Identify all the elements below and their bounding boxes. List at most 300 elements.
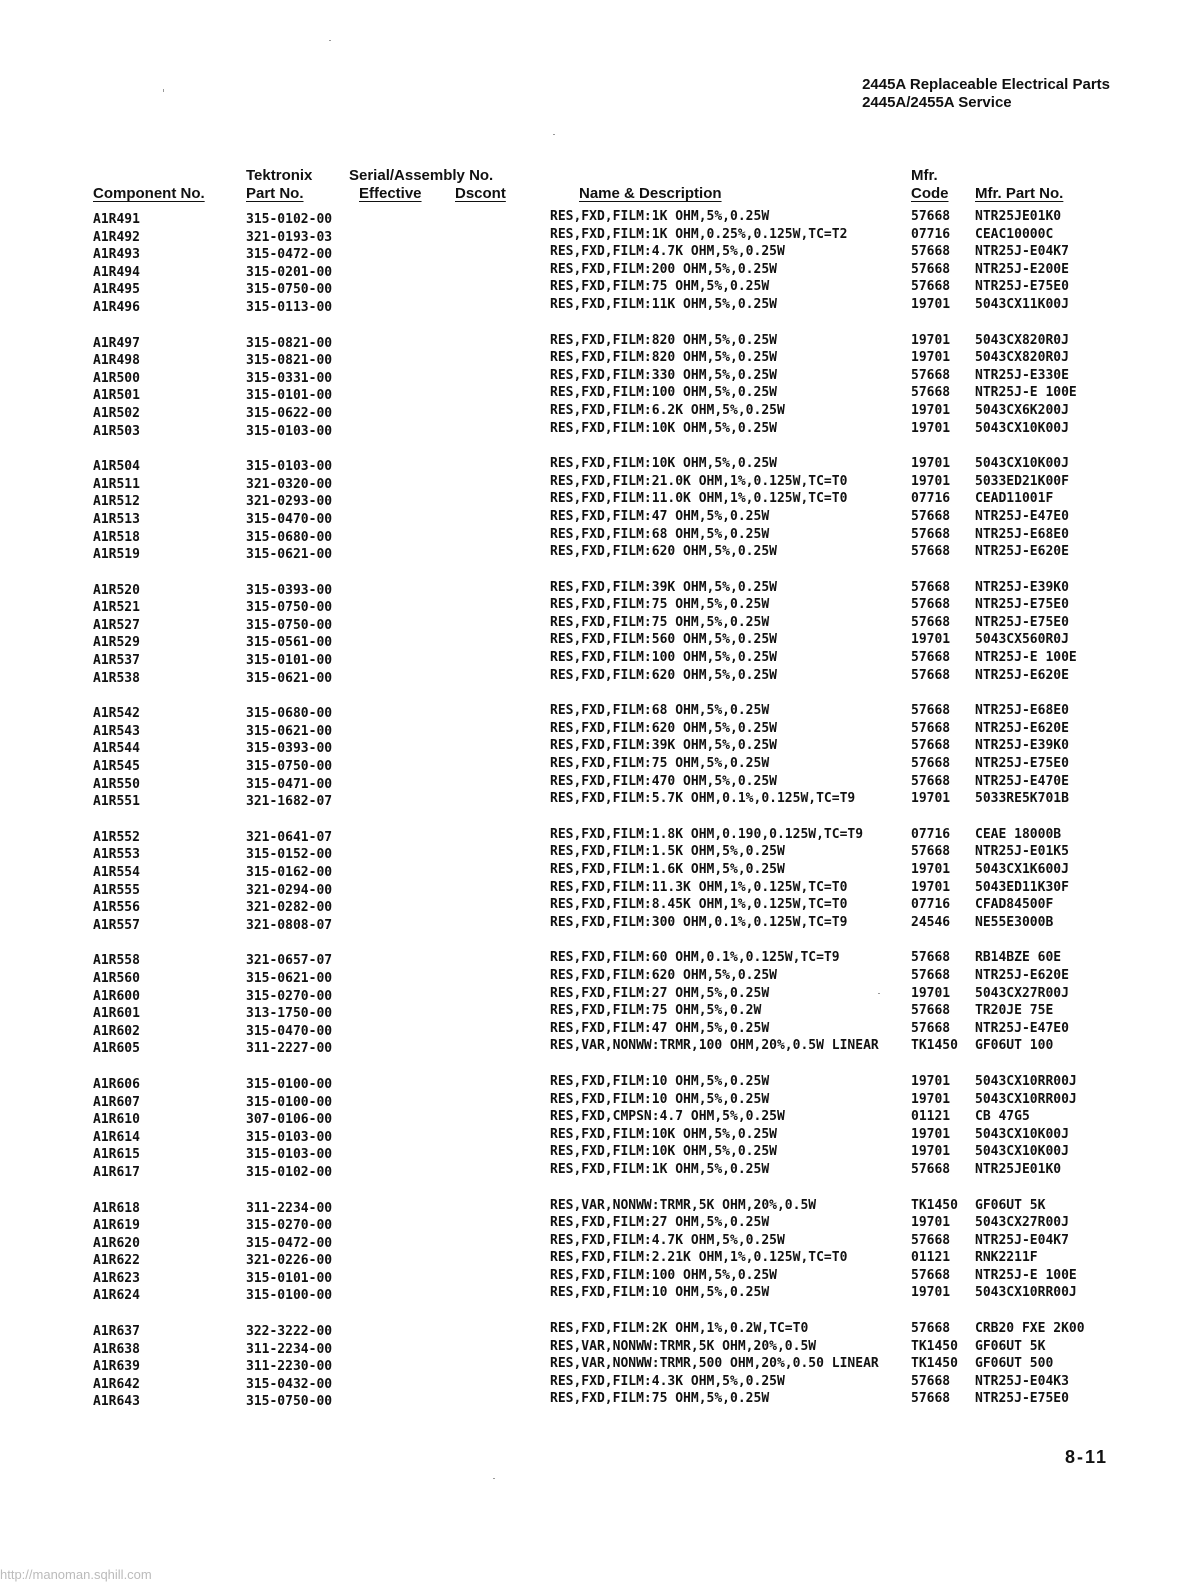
mfr-part-no: NTR25J-E75E0 xyxy=(975,614,1069,630)
col-mfr-top: Mfr. xyxy=(911,167,938,184)
name-description: RES,FXD,FILM:47 OHM,5%,0.25W xyxy=(550,508,770,524)
name-description: RES,FXD,FILM:11K OHM,5%,0.25W xyxy=(550,296,777,312)
mfr-part-no: CEAE 18000B xyxy=(975,826,1062,842)
name-description: RES,FXD,FILM:200 OHM,5%,0.25W xyxy=(550,261,777,277)
name-description: RES,FXD,FILM:2K OHM,1%,0.2W,TC=T0 xyxy=(550,1321,809,1337)
name-description: RES,VAR,NONWW:TRMR,5K OHM,20%,0.5W xyxy=(550,1197,817,1213)
mfr-part-no: NTR25J-E04K7 xyxy=(975,1232,1069,1248)
name-description: RES,FXD,FILM:620 OHM,5%,0.25W xyxy=(550,544,777,560)
tek-part-no: 321-0282-00 xyxy=(246,900,333,916)
table-row xyxy=(0,861,1200,879)
tek-part-no: 321-0657-07 xyxy=(246,953,333,969)
mfr-part-no: NTR25J-E75E0 xyxy=(975,597,1069,613)
name-description: RES,FXD,FILM:1K OHM,0.25%,0.125W,TC=T2 xyxy=(550,226,848,242)
name-description: RES,FXD,FILM:4.7K OHM,5%,0.25W xyxy=(550,1232,785,1248)
component-no: A1R520 xyxy=(93,582,140,598)
component-no: A1R502 xyxy=(93,405,140,421)
tek-part-no: 315-0821-00 xyxy=(246,353,333,369)
row-group xyxy=(0,1073,1200,1179)
mfr-code: 19701 xyxy=(911,1073,951,1089)
table-row xyxy=(0,1373,1200,1391)
mfr-part-no: GF06UT 5K xyxy=(975,1338,1046,1354)
mfr-part-no: NTR25J-E47E0 xyxy=(975,1020,1069,1036)
table-row xyxy=(0,790,1200,808)
table-row xyxy=(0,543,1200,561)
tek-part-no: 321-0294-00 xyxy=(246,882,333,898)
mfr-part-no: NTR25J-E470E xyxy=(975,773,1069,789)
tek-part-no: 321-0293-00 xyxy=(246,494,333,510)
mfr-part-no: TR20JE 75E xyxy=(975,1003,1054,1019)
scan-mark xyxy=(329,40,331,41)
mfr-code: 57668 xyxy=(911,579,951,595)
mfr-part-no: NTR25J-E04K7 xyxy=(975,244,1069,260)
mfr-code: 19701 xyxy=(911,402,951,418)
mfr-part-no: NTR25J-E620E xyxy=(975,544,1069,560)
mfr-code: 57668 xyxy=(911,1161,951,1177)
component-no: A1R496 xyxy=(93,299,140,315)
mfr-code: 57668 xyxy=(911,703,951,719)
name-description: RES,FXD,FILM:10 OHM,5%,0.25W xyxy=(550,1091,770,1107)
mfr-part-no: NTR25J-E68E0 xyxy=(975,703,1069,719)
component-no: A1R518 xyxy=(93,529,140,545)
tek-part-no: 315-0152-00 xyxy=(246,847,333,863)
mfr-part-no: NTR25J-E75E0 xyxy=(975,1391,1069,1407)
tek-part-no: 315-0821-00 xyxy=(246,335,333,351)
component-no: A1R624 xyxy=(93,1288,140,1304)
component-no: A1R614 xyxy=(93,1129,140,1145)
mfr-part-no: NTR25J-E620E xyxy=(975,720,1069,736)
tek-part-no: 315-0101-00 xyxy=(246,1270,333,1286)
mfr-code: 19701 xyxy=(911,420,951,436)
tek-part-no: 315-0750-00 xyxy=(246,617,333,633)
name-description: RES,FXD,FILM:39K OHM,5%,0.25W xyxy=(550,738,777,754)
page-number: 8-11 xyxy=(1064,1447,1108,1467)
name-description: RES,FXD,FILM:39K OHM,5%,0.25W xyxy=(550,579,777,595)
component-no: A1R638 xyxy=(93,1341,140,1357)
tek-part-no: 315-0680-00 xyxy=(246,706,333,722)
name-description: RES,FXD,FILM:470 OHM,5%,0.25W xyxy=(550,773,777,789)
mfr-code: 57668 xyxy=(911,614,951,630)
table-row xyxy=(0,243,1200,261)
table-row xyxy=(0,1355,1200,1373)
mfr-code: 01121 xyxy=(911,1109,951,1125)
component-no: A1R519 xyxy=(93,547,140,563)
component-no: A1R637 xyxy=(93,1324,140,1340)
name-description: RES,FXD,FILM:1.8K OHM,0.190,0.125W,TC=T9 xyxy=(550,826,864,842)
component-no: A1R544 xyxy=(93,741,140,757)
component-no: A1R615 xyxy=(93,1147,140,1163)
component-no: A1R529 xyxy=(93,635,140,651)
table-row xyxy=(0,843,1200,861)
mfr-code: 07716 xyxy=(911,226,951,242)
header-subtitle: 2445A/2455A Service xyxy=(862,94,1012,111)
name-description: RES,FXD,FILM:300 OHM,0.1%,0.125W,TC=T9 xyxy=(550,914,848,930)
table-row xyxy=(0,455,1200,473)
mfr-part-no: NTR25J-E01K5 xyxy=(975,844,1069,860)
table-row xyxy=(0,332,1200,350)
table-row xyxy=(0,420,1200,438)
tek-part-no: 315-0750-00 xyxy=(246,282,333,298)
mfr-part-no: NTR25JE01K0 xyxy=(975,209,1062,224)
mfr-part-no: NTR25J-E75E0 xyxy=(975,756,1069,772)
component-no: A1R553 xyxy=(93,847,140,863)
table-row xyxy=(0,1284,1200,1302)
mfr-code: 57668 xyxy=(911,544,951,560)
name-description: RES,VAR,NONWW:TRMR,100 OHM,20%,0.5W LINEAR xyxy=(550,1038,879,1054)
table-row xyxy=(0,1073,1200,1091)
name-description: RES,FXD,FILM:75 OHM,5%,0.25W xyxy=(550,756,770,772)
name-description: RES,FXD,FILM:4.7K OHM,5%,0.25W xyxy=(550,244,785,260)
tek-part-no: 315-0270-00 xyxy=(246,1218,333,1234)
table-row xyxy=(0,367,1200,385)
tek-part-no: 315-0470-00 xyxy=(246,1023,333,1039)
tek-part-no: 315-0103-00 xyxy=(246,1147,333,1163)
table-row xyxy=(0,1126,1200,1144)
table-row xyxy=(0,1002,1200,1020)
table-row xyxy=(0,1214,1200,1232)
tek-part-no: 321-0808-07 xyxy=(246,917,333,933)
mfr-code: 19701 xyxy=(911,350,951,366)
table-row xyxy=(0,226,1200,244)
name-description: RES,FXD,FILM:75 OHM,5%,0.2W xyxy=(550,1003,762,1019)
mfr-code: 57668 xyxy=(911,950,951,966)
col-dscont: Dscont xyxy=(455,185,506,202)
mfr-code: 19701 xyxy=(911,456,951,472)
mfr-part-no: CFAD84500F xyxy=(975,897,1054,913)
table-row xyxy=(0,755,1200,773)
tek-part-no: 321-1682-07 xyxy=(246,794,333,810)
tek-part-no: 315-0270-00 xyxy=(246,988,333,1004)
name-description: RES,FXD,FILM:27 OHM,5%,0.25W xyxy=(550,1215,770,1231)
col-mfr-part: Mfr. Part No. xyxy=(975,185,1064,202)
component-no: A1R623 xyxy=(93,1270,140,1286)
name-description: RES,FXD,FILM:4.3K OHM,5%,0.25W xyxy=(550,1373,785,1389)
table-row xyxy=(0,631,1200,649)
table-row xyxy=(0,490,1200,508)
table-row xyxy=(0,1108,1200,1126)
component-no: A1R642 xyxy=(93,1376,140,1392)
name-description: RES,FXD,FILM:330 OHM,5%,0.25W xyxy=(550,367,777,383)
name-description: RES,FXD,FILM:75 OHM,5%,0.25W xyxy=(550,279,770,295)
component-no: A1R504 xyxy=(93,459,140,475)
tek-part-no: 315-0102-00 xyxy=(246,212,333,227)
mfr-code: 57668 xyxy=(911,667,951,683)
component-no: A1R619 xyxy=(93,1218,140,1234)
tek-part-no: 315-0432-00 xyxy=(246,1376,333,1392)
name-description: RES,FXD,FILM:10K OHM,5%,0.25W xyxy=(550,420,777,436)
mfr-part-no: NTR25J-E39K0 xyxy=(975,579,1069,595)
mfr-part-no: NTR25J-E 100E xyxy=(975,385,1077,401)
tek-part-no: 315-0100-00 xyxy=(246,1076,333,1092)
mfr-part-no: NE55E3000B xyxy=(975,914,1054,930)
mfr-code: 19701 xyxy=(911,1215,951,1231)
mfr-code: TK1450 xyxy=(911,1197,958,1213)
mfr-part-no: 5043CX10K00J xyxy=(975,420,1069,436)
name-description: RES,FXD,FILM:21.0K OHM,1%,0.125W,TC=T0 xyxy=(550,473,848,489)
mfr-part-no: NTR25J-E 100E xyxy=(975,1267,1077,1283)
mfr-part-no: 5043CX27R00J xyxy=(975,985,1069,1001)
table-row xyxy=(0,1232,1200,1250)
component-no: A1R555 xyxy=(93,882,140,898)
component-no: A1R542 xyxy=(93,706,140,722)
tek-part-no: 315-0393-00 xyxy=(246,741,333,757)
tek-part-no: 315-0201-00 xyxy=(246,264,333,280)
mfr-part-no: CRB20 FXE 2K00 xyxy=(975,1321,1085,1337)
mfr-part-no: GF06UT 500 xyxy=(975,1356,1054,1372)
component-no: A1R602 xyxy=(93,1023,140,1039)
mfr-code: 19701 xyxy=(911,879,951,895)
table-row xyxy=(0,667,1200,685)
mfr-part-no: 5043CX820R0J xyxy=(975,350,1069,366)
row-group xyxy=(0,949,1200,1055)
scan-mark xyxy=(163,89,164,92)
table-row xyxy=(0,896,1200,914)
component-no: A1R513 xyxy=(93,511,140,527)
tek-part-no: 313-1750-00 xyxy=(246,1006,333,1022)
tek-part-no: 315-0561-00 xyxy=(246,635,333,651)
table-row xyxy=(0,1249,1200,1267)
name-description: RES,FXD,FILM:820 OHM,5%,0.25W xyxy=(550,350,777,366)
table-row xyxy=(0,949,1200,967)
component-no: A1R617 xyxy=(93,1164,140,1180)
component-no: A1R558 xyxy=(93,953,140,969)
component-no: A1R497 xyxy=(93,335,140,351)
component-no: A1R537 xyxy=(93,653,140,669)
mfr-code: 07716 xyxy=(911,491,951,507)
col-component: Component No. xyxy=(93,185,205,202)
tek-part-no: 315-0162-00 xyxy=(246,865,333,880)
table-row xyxy=(0,614,1200,632)
name-description: RES,FXD,FILM:68 OHM,5%,0.25W xyxy=(550,703,770,719)
mfr-code: 57668 xyxy=(911,1373,951,1389)
mfr-code: 57668 xyxy=(911,650,951,666)
mfr-part-no: NTR25J-E68E0 xyxy=(975,526,1069,542)
component-no: A1R556 xyxy=(93,900,140,916)
mfr-code: 19701 xyxy=(911,1144,951,1160)
component-no: A1R622 xyxy=(93,1253,140,1269)
name-description: RES,FXD,FILM:1.6K OHM,5%,0.25W xyxy=(550,862,785,877)
component-no: A1R610 xyxy=(93,1112,140,1128)
mfr-code: 19701 xyxy=(911,332,951,348)
mfr-part-no: CB 47G5 xyxy=(975,1109,1030,1125)
component-no: A1R607 xyxy=(93,1094,140,1110)
row-group xyxy=(0,332,1200,438)
component-no: A1R527 xyxy=(93,617,140,633)
mfr-code: 57668 xyxy=(911,244,951,260)
row-group xyxy=(0,1197,1200,1303)
name-description: RES,FXD,FILM:1K OHM,5%,0.25W xyxy=(550,1161,770,1177)
col-mfr-code: Code xyxy=(911,185,949,202)
tek-part-no: 315-0470-00 xyxy=(246,511,333,527)
name-description: RES,FXD,FILM:100 OHM,5%,0.25W xyxy=(550,1267,777,1283)
table-row xyxy=(0,985,1200,1003)
table-row xyxy=(0,278,1200,296)
tek-part-no: 322-3222-00 xyxy=(246,1324,333,1340)
component-no: A1R554 xyxy=(93,865,140,880)
mfr-code: 57668 xyxy=(911,385,951,401)
col-tek-top: Tektronix xyxy=(246,167,313,184)
tek-part-no: 315-0621-00 xyxy=(246,547,333,563)
mfr-part-no: GF06UT 100 xyxy=(975,1038,1054,1054)
mfr-code: 19701 xyxy=(911,473,951,489)
component-no: A1R511 xyxy=(93,476,140,492)
tek-part-no: 315-0750-00 xyxy=(246,1394,333,1410)
page-header xyxy=(862,76,1110,112)
table-row xyxy=(0,1267,1200,1285)
tek-part-no: 315-0331-00 xyxy=(246,370,333,386)
mfr-part-no: CEAD11001F xyxy=(975,491,1054,507)
tek-part-no: 315-0103-00 xyxy=(246,459,333,475)
mfr-code: 57668 xyxy=(911,209,951,224)
name-description: RES,FXD,FILM:820 OHM,5%,0.25W xyxy=(550,332,777,348)
tek-part-no: 315-0621-00 xyxy=(246,970,333,986)
table-row xyxy=(0,879,1200,897)
table-row xyxy=(0,773,1200,791)
mfr-code: TK1450 xyxy=(911,1356,958,1372)
mfr-part-no: NTR25J-E620E xyxy=(975,967,1069,983)
tek-part-no: 311-2230-00 xyxy=(246,1359,333,1375)
tek-part-no: 315-0393-00 xyxy=(246,582,333,598)
mfr-part-no: NTR25J-E47E0 xyxy=(975,508,1069,524)
table-row xyxy=(0,596,1200,614)
component-no: A1R498 xyxy=(93,353,140,369)
tek-part-no: 315-0100-00 xyxy=(246,1288,333,1304)
mfr-code: 07716 xyxy=(911,897,951,913)
name-description: RES,FXD,FILM:75 OHM,5%,0.25W xyxy=(550,1391,770,1407)
name-description: RES,FXD,FILM:47 OHM,5%,0.25W xyxy=(550,1020,770,1036)
component-no: A1R493 xyxy=(93,247,140,263)
tek-part-no: 321-0226-00 xyxy=(246,1253,333,1269)
mfr-code: 07716 xyxy=(911,826,951,842)
mfr-code: 57668 xyxy=(911,1391,951,1407)
tek-part-no: 321-0320-00 xyxy=(246,476,333,492)
tek-part-no: 311-2234-00 xyxy=(246,1200,333,1216)
name-description: RES,FXD,CMPSN:4.7 OHM,5%,0.25W xyxy=(550,1109,785,1125)
tek-part-no: 315-0472-00 xyxy=(246,247,333,263)
table-row xyxy=(0,473,1200,491)
col-serial: Serial/Assembly No. xyxy=(349,167,494,184)
mfr-part-no: 5033ED21K00F xyxy=(975,473,1069,489)
table-row xyxy=(0,1161,1200,1179)
col-tek-part: Part No. xyxy=(246,185,304,202)
scan-mark xyxy=(553,134,555,135)
mfr-part-no: 5043CX10K00J xyxy=(975,1144,1069,1160)
component-no: A1R618 xyxy=(93,1200,140,1216)
name-description: RES,FXD,FILM:8.45K OHM,1%,0.125W,TC=T0 xyxy=(550,897,848,913)
name-description: RES,FXD,FILM:75 OHM,5%,0.25W xyxy=(550,597,770,613)
row-group xyxy=(0,826,1200,932)
table-row xyxy=(0,1037,1200,1055)
mfr-part-no: 5043CX10RR00J xyxy=(975,1285,1077,1301)
name-description: RES,FXD,FILM:100 OHM,5%,0.25W xyxy=(550,385,777,401)
tek-part-no: 315-0750-00 xyxy=(246,759,333,775)
tek-part-no: 315-0101-00 xyxy=(246,388,333,404)
mfr-part-no: 5043CX11K00J xyxy=(975,296,1069,312)
mfr-part-no: 5043ED11K30F xyxy=(975,879,1069,895)
row-group xyxy=(0,208,1200,314)
mfr-part-no: 5043CX10K00J xyxy=(975,456,1069,472)
tek-part-no: 307-0106-00 xyxy=(246,1112,333,1128)
mfr-part-no: NTR25J-E620E xyxy=(975,667,1069,683)
mfr-code: 24546 xyxy=(911,914,951,930)
mfr-code: 57668 xyxy=(911,526,951,542)
name-description: RES,FXD,FILM:620 OHM,5%,0.25W xyxy=(550,667,777,683)
tek-part-no: 315-0472-00 xyxy=(246,1235,333,1251)
mfr-code: 19701 xyxy=(911,1126,951,1142)
name-description: RES,VAR,NONWW:TRMR,5K OHM,20%,0.5W xyxy=(550,1338,817,1354)
mfr-code: 57668 xyxy=(911,279,951,295)
table-row xyxy=(0,826,1200,844)
component-no: A1R492 xyxy=(93,229,140,245)
component-no: A1R560 xyxy=(93,970,140,986)
component-no: A1R538 xyxy=(93,670,140,686)
mfr-code: 19701 xyxy=(911,862,951,877)
table-row xyxy=(0,1197,1200,1215)
mfr-code: 57668 xyxy=(911,597,951,613)
tek-part-no: 315-0621-00 xyxy=(246,670,333,686)
mfr-part-no: RB14BZE 60E xyxy=(975,950,1062,966)
mfr-code: 57668 xyxy=(911,1321,951,1337)
mfr-code: 19701 xyxy=(911,1091,951,1107)
tek-part-no: 315-0622-00 xyxy=(246,405,333,421)
mfr-code: TK1450 xyxy=(911,1038,958,1054)
mfr-part-no: 5043CX560R0J xyxy=(975,632,1069,648)
mfr-code: 57668 xyxy=(911,261,951,277)
mfr-part-no: 5043CX6K200J xyxy=(975,402,1069,418)
name-description: RES,FXD,FILM:75 OHM,5%,0.25W xyxy=(550,614,770,630)
table-row xyxy=(0,296,1200,314)
name-description: RES,FXD,FILM:60 OHM,0.1%,0.125W,TC=T9 xyxy=(550,950,840,966)
name-description: RES,FXD,FILM:2.21K OHM,1%,0.125W,TC=T0 xyxy=(550,1250,848,1266)
mfr-part-no: 5033RE5K701B xyxy=(975,791,1069,807)
name-description: RES,FXD,FILM:620 OHM,5%,0.25W xyxy=(550,967,777,983)
component-no: A1R494 xyxy=(93,264,140,280)
mfr-part-no: CEAC10000C xyxy=(975,226,1054,242)
table-row xyxy=(0,914,1200,932)
component-no: A1R495 xyxy=(93,282,140,298)
tek-part-no: 315-0113-00 xyxy=(246,299,333,315)
mfr-code: 01121 xyxy=(911,1250,951,1266)
component-no: A1R606 xyxy=(93,1076,140,1092)
mfr-code: 57668 xyxy=(911,720,951,736)
table-row xyxy=(0,526,1200,544)
table-row xyxy=(0,1143,1200,1161)
col-effective: Effective xyxy=(359,185,422,202)
table-row xyxy=(0,967,1200,985)
header-title: 2445A Replaceable Electrical Parts xyxy=(862,76,1110,93)
name-description: RES,FXD,FILM:68 OHM,5%,0.25W xyxy=(550,526,770,542)
table-row xyxy=(0,508,1200,526)
component-no: A1R601 xyxy=(93,1006,140,1022)
mfr-part-no: NTR25J-E330E xyxy=(975,367,1069,383)
mfr-code: 57668 xyxy=(911,756,951,772)
mfr-code: 19701 xyxy=(911,1285,951,1301)
mfr-part-no: NTR25JE01K0 xyxy=(975,1161,1062,1177)
mfr-code: 19701 xyxy=(911,632,951,648)
table-row xyxy=(0,720,1200,738)
name-description: RES,FXD,FILM:10 OHM,5%,0.25W xyxy=(550,1285,770,1301)
table-row xyxy=(0,649,1200,667)
mfr-code: TK1450 xyxy=(911,1338,958,1354)
mfr-part-no: GF06UT 5K xyxy=(975,1197,1046,1213)
scan-mark xyxy=(493,1478,495,1479)
row-group xyxy=(0,702,1200,808)
tek-part-no: 315-0621-00 xyxy=(246,723,333,739)
mfr-code: 57668 xyxy=(911,844,951,860)
tek-part-no: 315-0101-00 xyxy=(246,653,333,669)
name-description: RES,FXD,FILM:560 OHM,5%,0.25W xyxy=(550,632,777,648)
name-description: RES,FXD,FILM:620 OHM,5%,0.25W xyxy=(550,720,777,736)
